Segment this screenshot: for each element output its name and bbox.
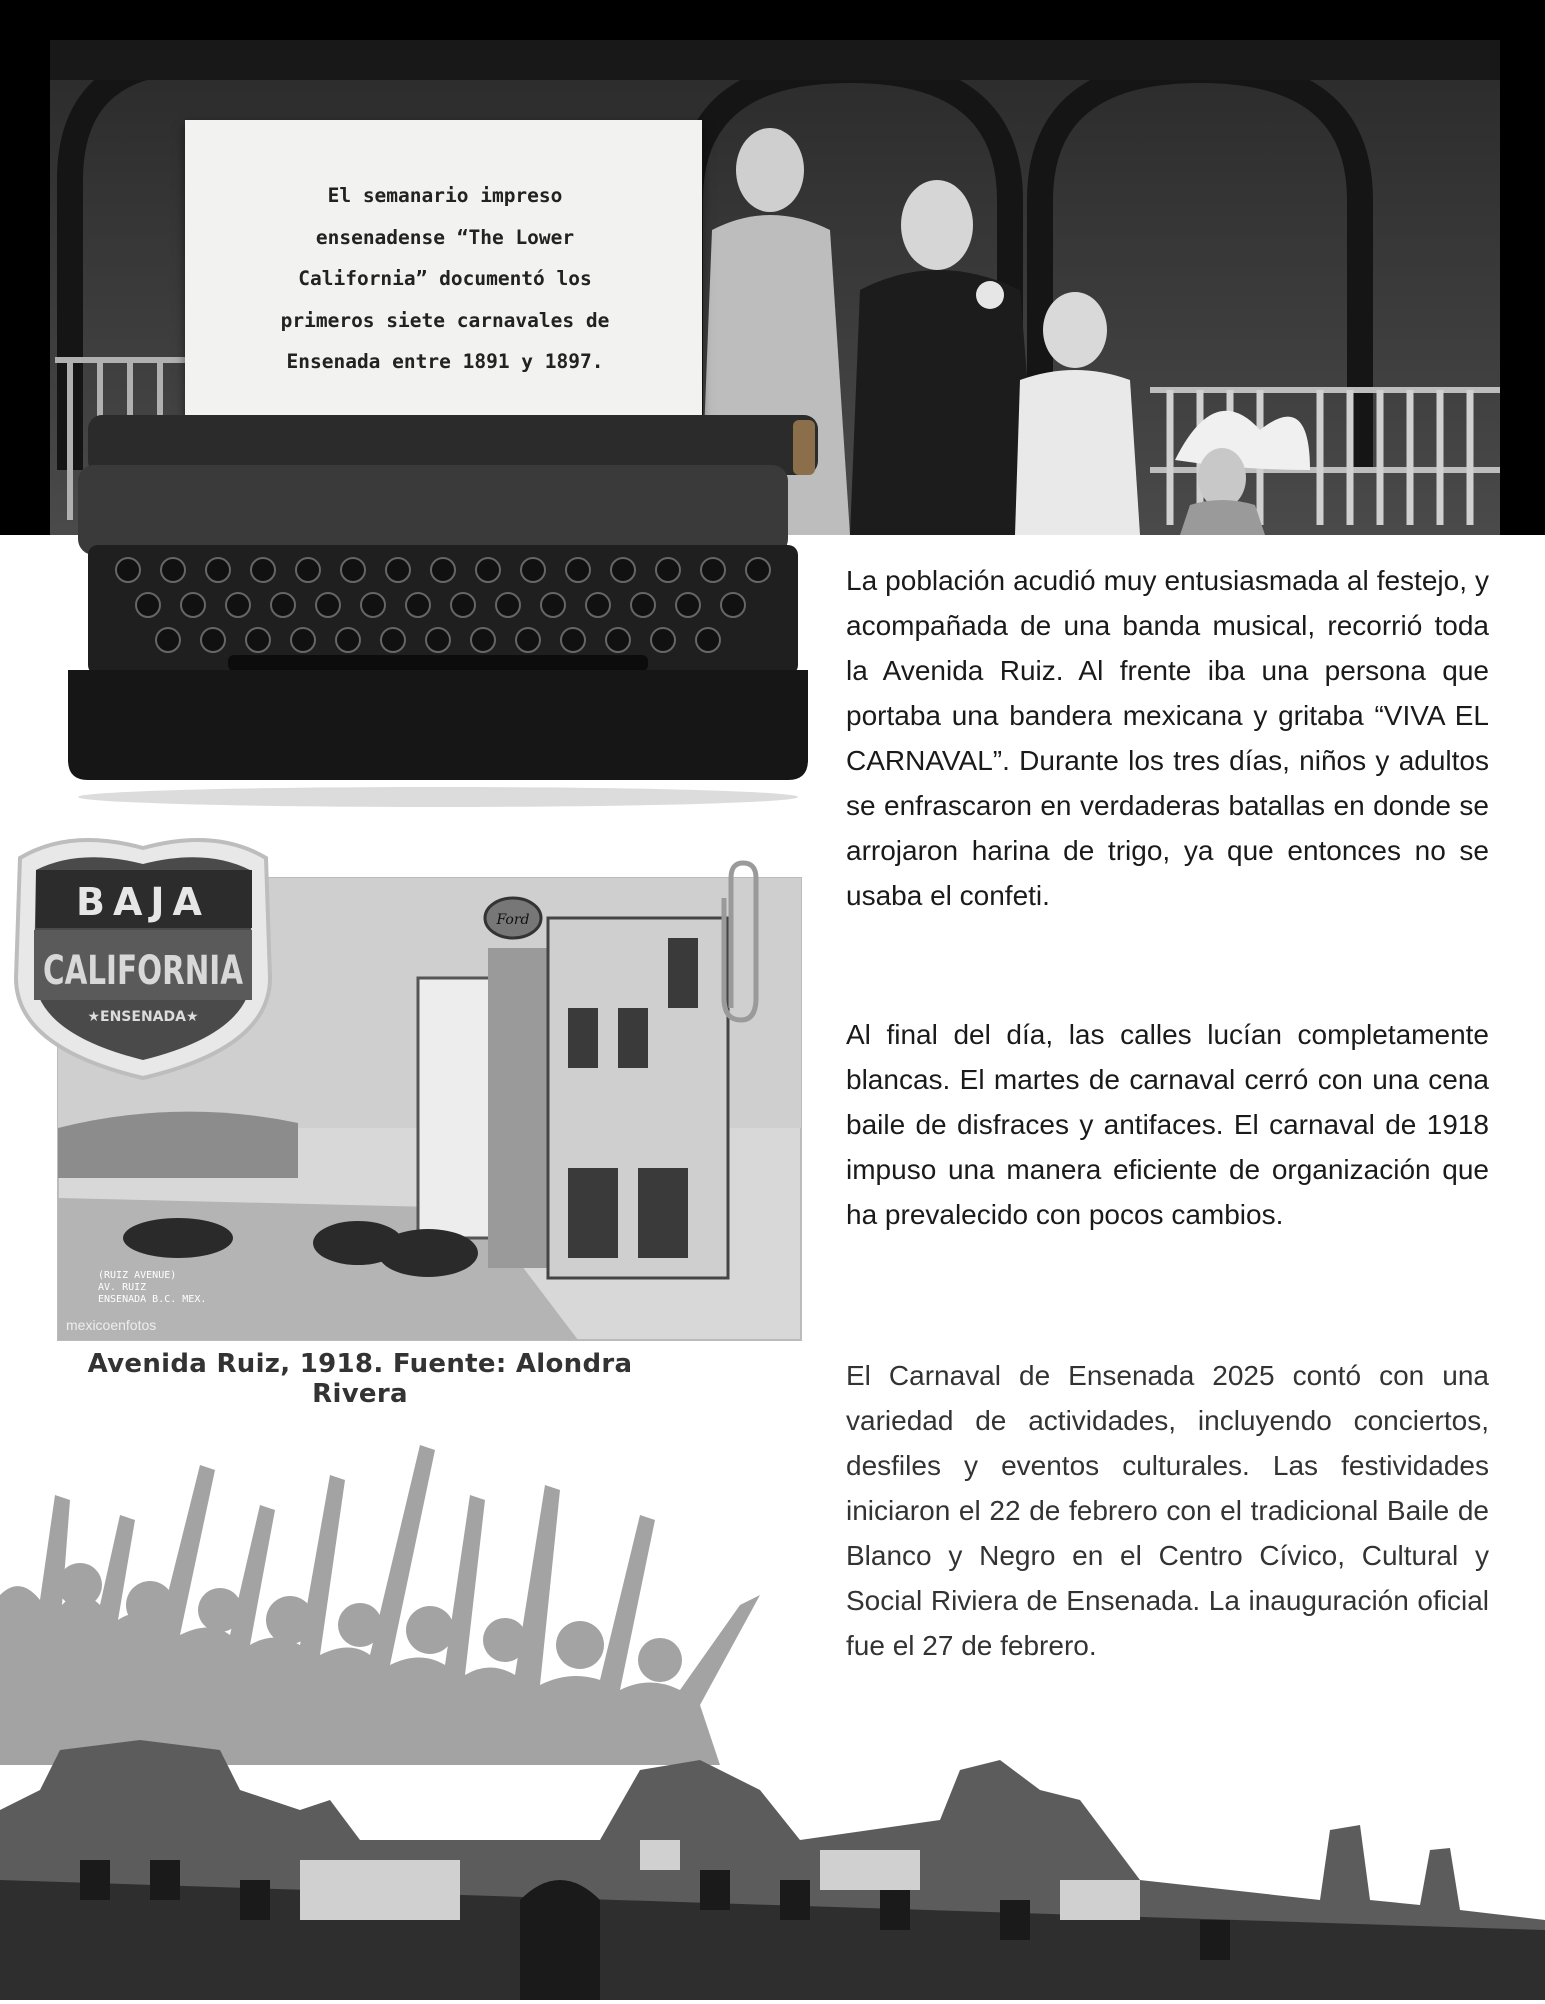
photo-watermark: mexicoenfotos (66, 1317, 157, 1333)
photo-caption: Avenida Ruiz, 1918. Fuente: Alondra Rivera (87, 1349, 633, 1409)
shield-ensenada-text: ★ENSENADA★ (87, 1009, 199, 1025)
svg-text:AV. RUIZ: AV. RUIZ (98, 1282, 147, 1293)
riviera-building-photo (0, 1730, 1545, 2000)
paragraph-1: La población acudió muy entusiasmada al festejo, y acompañada de una banda musical, recorrió toda la Avenida Ruiz. Al frente iba una persona que portaba una bandera mexicana y gritaba “VIVA EL CARNAVAL”. Durante los tres días, niños y adultos se enfrascaron en verdaderas batallas en donde se arrojaron harina de trigo, ya que entonces no se usaba el confeti. (846, 565, 1489, 911)
typewriter-image (48, 405, 818, 815)
paragraph-2: Al final del día, las calles lucían completamente blancas. El martes de carnaval cerró con una cena baile de disfraces y antifaces. El carnaval de 1918 impuso una manera eficiente de organización que ha prevalecido con pocos cambios. (846, 1019, 1489, 1230)
baja-california-shield (0, 818, 286, 1083)
typewriter-paper-text: El semanario impreso ensenadense “The Lower California” documentó los primeros siete carnavales de Ensenada entre 1891 y 1897. (280, 184, 610, 373)
paragraph-3: El Carnaval de Ensenada 2025 contó con una variedad de actividades, incluyendo conciertos, desfiles y eventos culturales. Las festividades iniciaron el 22 de febrero con el tradicional Baile de Blanco y Negro en el Centro Cívico, Cultural y Social Riviera de Ensenada. La inauguración oficial fue el 27 de febrero. (846, 1360, 1489, 1661)
crowd-silhouette (0, 1435, 845, 1765)
ford-sign: Ford (496, 912, 530, 928)
shield-baja-text: BAJA (76, 880, 210, 924)
handwritten-label-line: (RUIZ AVENUE) (98, 1270, 177, 1281)
shield-california-text: CALIFORNIA (43, 948, 244, 994)
svg-text:ENSENADA B.C. MEX.: ENSENADA B.C. MEX. (98, 1294, 207, 1305)
paperclip-icon (716, 858, 766, 1028)
